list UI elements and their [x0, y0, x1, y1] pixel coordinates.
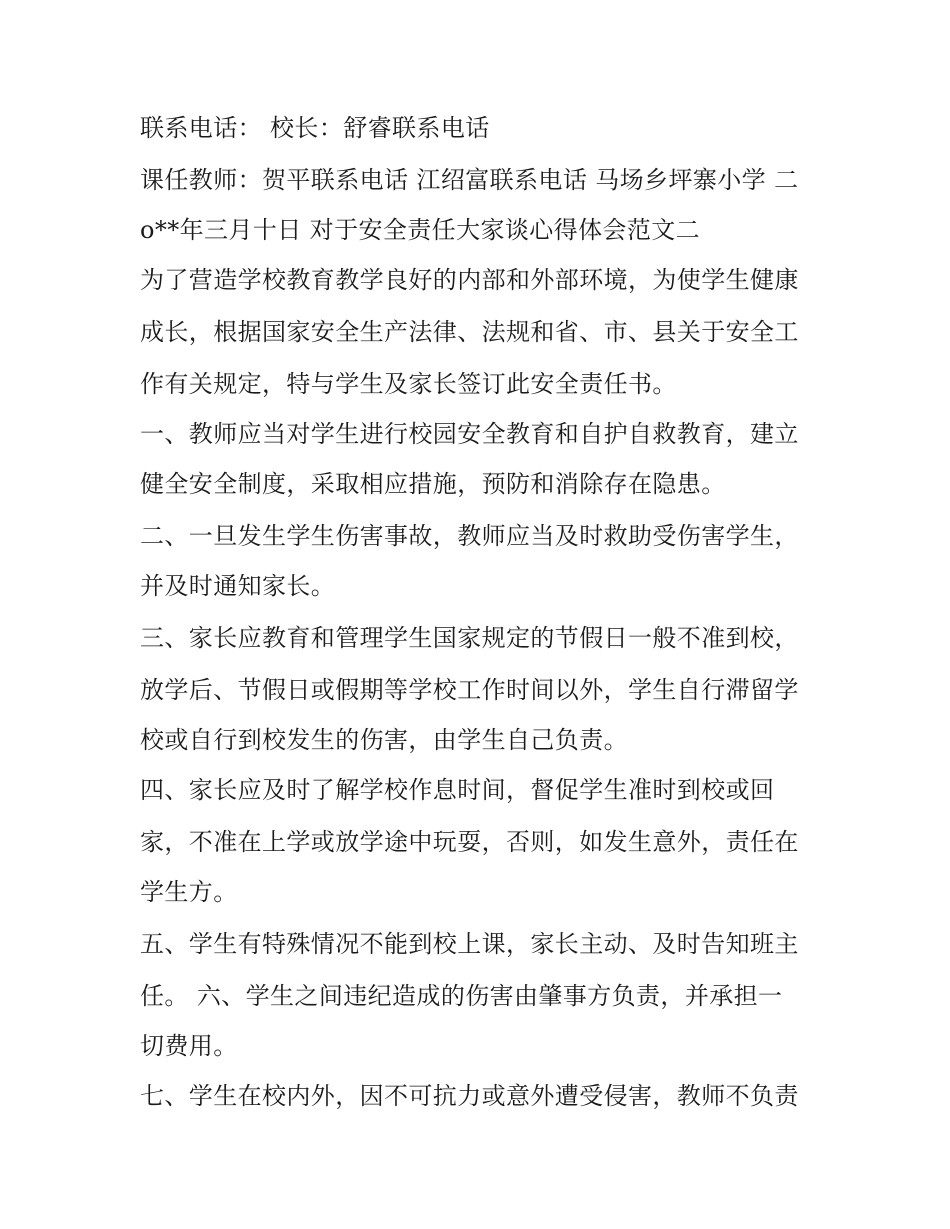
text-line: 七、学生在校内外，因不可抗力或意外遭受侵害，教师不负责 — [140, 1082, 799, 1110]
text-line: 成长，根据国家安全生产法律、法规和省、市、县关于安全工 — [140, 318, 799, 346]
text-line: 一、教师应当对学生进行校园安全教育和自护自救教育，建立 — [140, 420, 799, 448]
text-line: 作有关规定，特与学生及家长签订此安全责任书。 — [140, 370, 677, 398]
text-line: 三、家长应教育和管理学生国家规定的节假日一般不准到校， — [140, 624, 799, 652]
text-line: o**年三月十日 对于安全责任大家谈心得体会范文二 — [140, 216, 701, 244]
text-line: 学生方。 — [140, 878, 238, 906]
text-line: 校或自行到校发生的伤害，由学生自己负责。 — [140, 726, 628, 754]
text-line: 联系电话： 校长：舒睿联系电话 — [140, 114, 490, 142]
text-line: 为了营造学校教育教学良好的内部和外部环境，为使学生健康 — [140, 266, 799, 294]
text-line: 二、一旦发生学生伤害事故，教师应当及时救助受伤害学生， — [140, 522, 799, 550]
text-line: 五、学生有特殊情况不能到校上课，家长主动、及时告知班主 — [140, 930, 799, 958]
text-line: 切费用。 — [140, 1032, 238, 1060]
text-line: 放学后、节假日或假期等学校工作时间以外，学生自行滞留学 — [140, 676, 799, 704]
text-line: 家，不准在上学或放学途中玩耍，否则，如发生意外，责任在 — [140, 828, 799, 856]
text-line: 健全安全制度，采取相应措施，预防和消除存在隐患。 — [140, 470, 726, 498]
text-line: 四、家长应及时了解学校作息时间，督促学生准时到校或回 — [140, 776, 775, 804]
text-line: 课任教师：贺平联系电话 江绍富联系电话 马场乡坪寨小学 二 — [140, 166, 799, 194]
text-line: 并及时通知家长。 — [140, 572, 336, 600]
text-line: 任。 六、学生之间违纪造成的伤害由肇事方负责，并承担一 — [140, 982, 783, 1010]
